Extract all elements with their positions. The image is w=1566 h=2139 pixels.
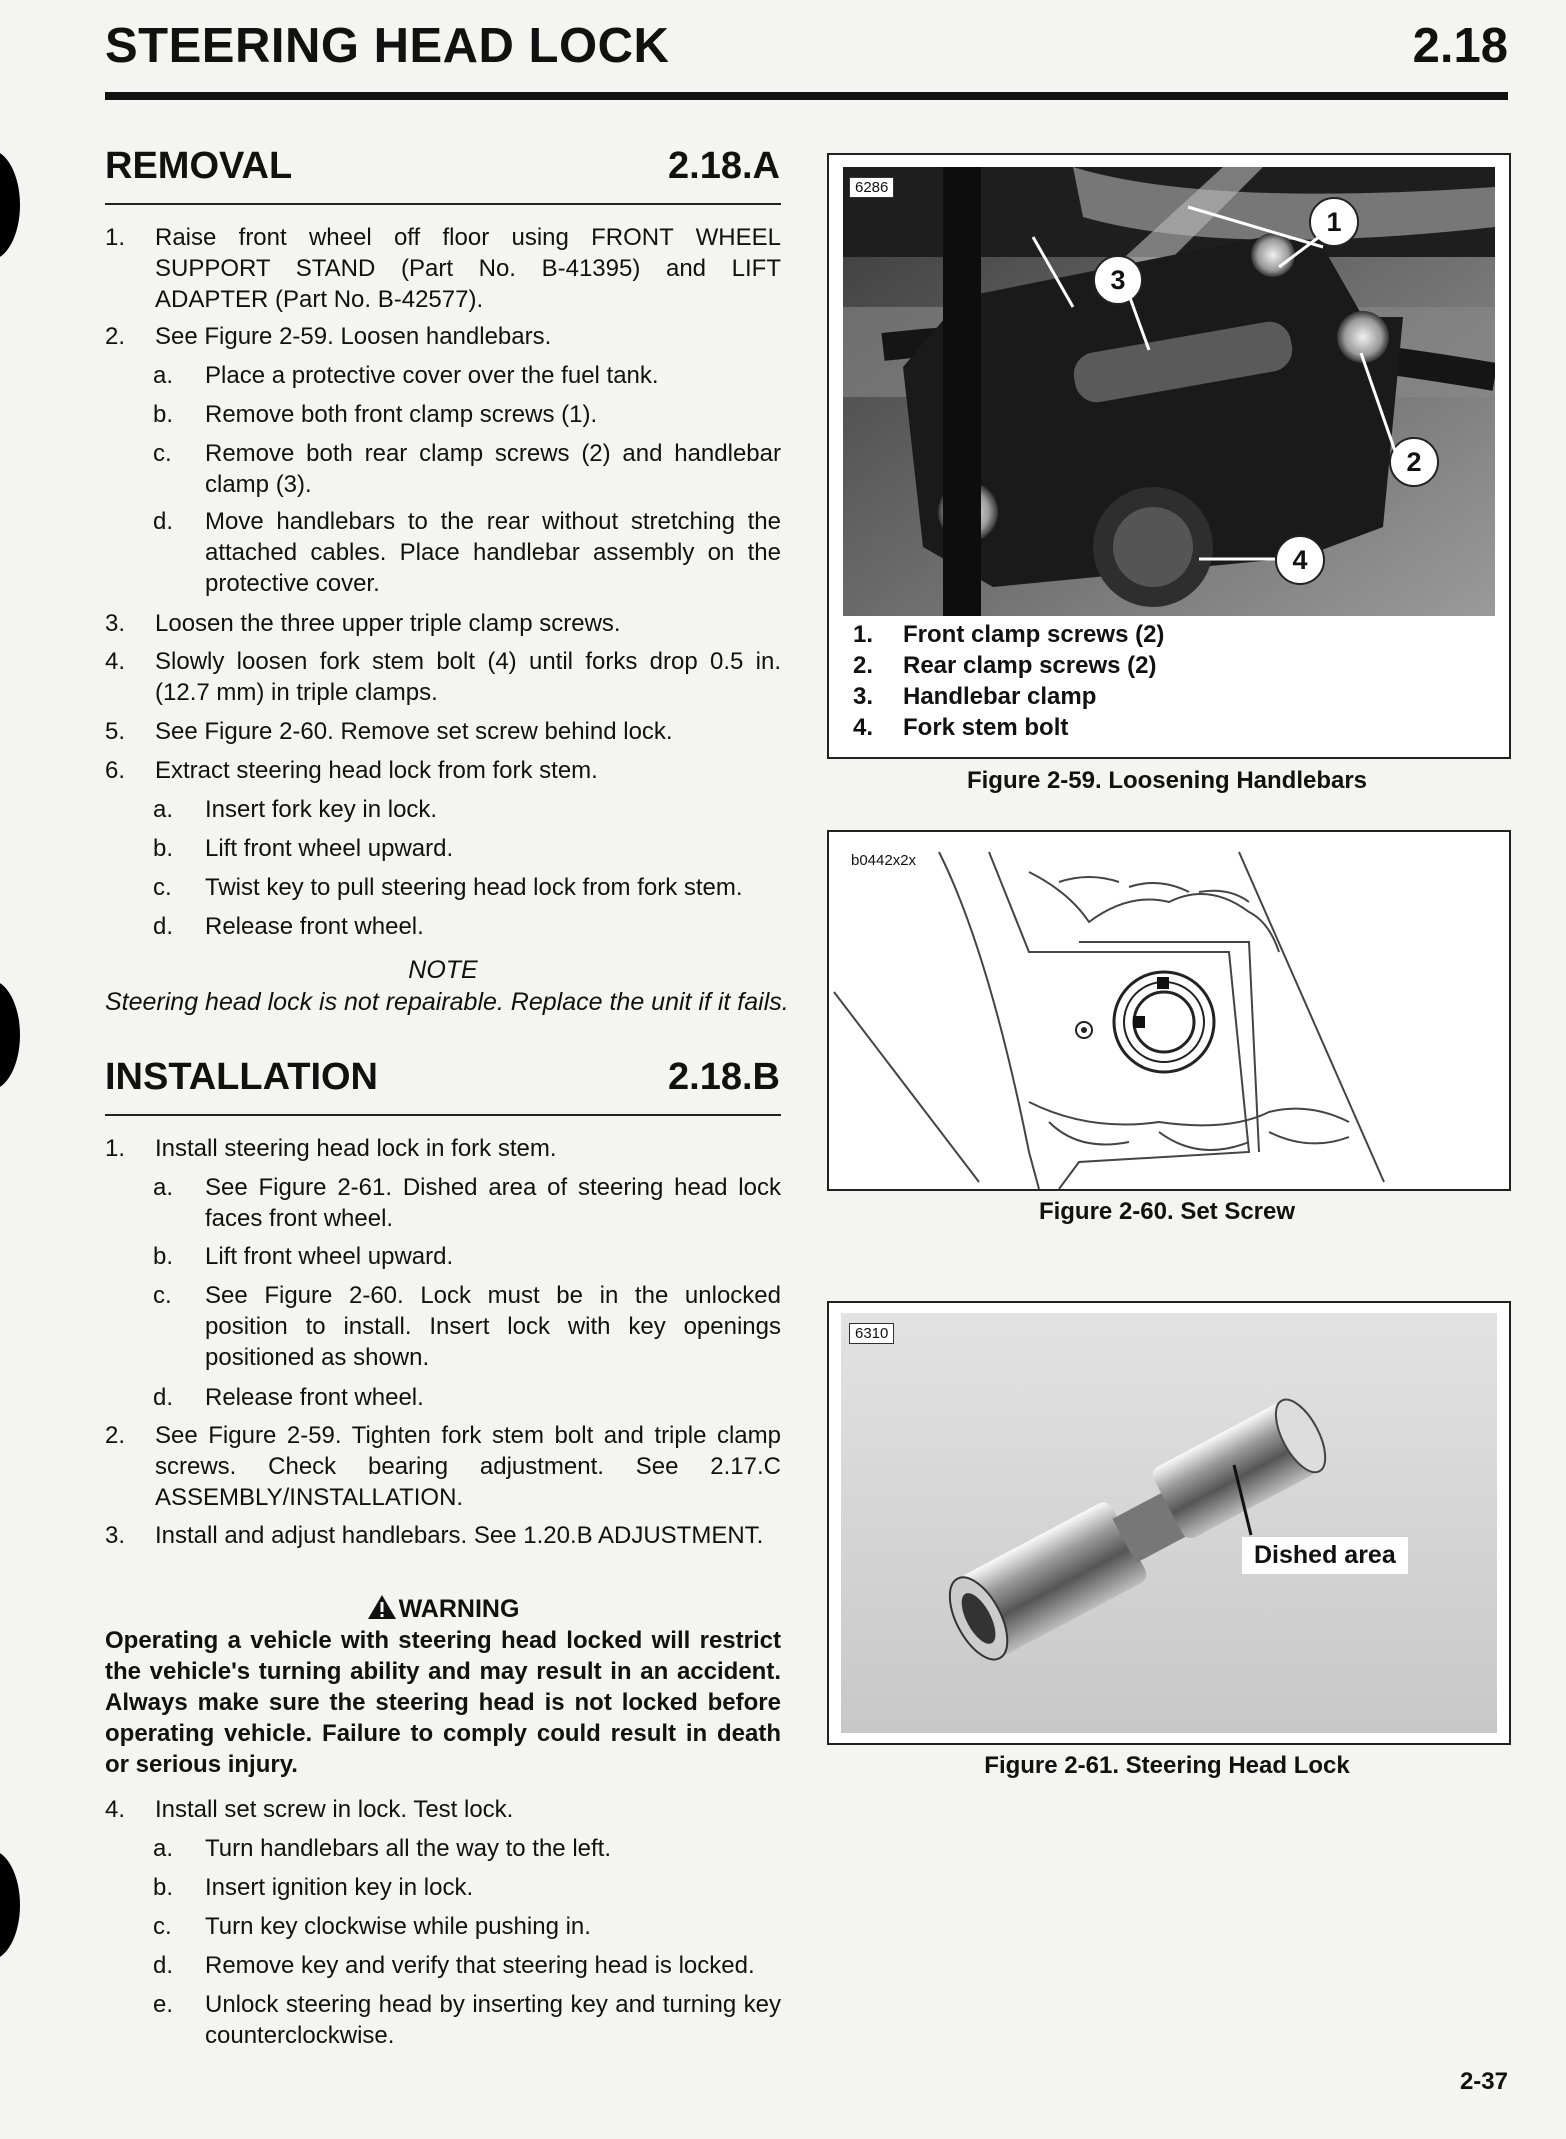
removal-heading: REMOVAL xyxy=(105,145,293,187)
step-text: Raise front wheel off floor using FRONT WHEEL SUPPORT STAND (Part No. B-41395) and LIFT ADAPTER (Part No. B-42577). xyxy=(155,224,781,313)
warning-triangle-icon xyxy=(367,1594,397,1627)
legend-number: 2. xyxy=(853,652,874,679)
step-text: Insert ignition key in lock. xyxy=(205,1874,474,1901)
note-text: Steering head lock is not repairable. Replace the unit if it fails. xyxy=(105,988,789,1016)
callout-4: 4 xyxy=(1275,535,1325,585)
step-number: d. xyxy=(153,1952,174,1979)
sub-step xyxy=(105,833,781,864)
step-text: Remove both front clamp screws (1). xyxy=(205,401,598,428)
step-number: d. xyxy=(153,508,174,535)
step-text: Turn key clockwise while pushing in. xyxy=(205,1913,591,1940)
figure-2-59 xyxy=(827,153,1511,759)
sub-step xyxy=(105,1989,781,2051)
step-number: 3. xyxy=(105,610,126,637)
sub-step xyxy=(105,1280,781,1373)
step-text: Slowly loosen fork stem bolt (4) until forks drop 0.5 in. (12.7 mm) in triple clamps. xyxy=(155,648,781,706)
step-text: Install steering head lock in fork stem. xyxy=(155,1135,557,1162)
legend-text: Handlebar clamp xyxy=(903,683,1097,710)
step-number: a. xyxy=(153,1835,174,1862)
step-number: 1. xyxy=(105,1135,126,1162)
step-number: 3. xyxy=(105,1522,126,1549)
installation-number: 2.18.B xyxy=(668,1056,780,1098)
step-text: Install set screw in lock. Test lock. xyxy=(155,1796,514,1823)
step-number: b. xyxy=(153,1243,174,1270)
step-text: Release front wheel. xyxy=(205,913,424,940)
set-screw-drawing xyxy=(829,832,1509,1189)
step-number: e. xyxy=(153,1991,174,2018)
sub-step xyxy=(105,1172,781,1234)
figure-caption: Figure 2-61. Steering Head Lock xyxy=(984,1752,1350,1779)
legend-text: Front clamp screws (2) xyxy=(903,621,1165,648)
sub-step xyxy=(105,1241,781,1272)
page-title: STEERING HEAD LOCK xyxy=(105,19,670,73)
section-rule xyxy=(105,203,781,205)
step-text: See Figure 2-61. Dished area of steering head lock faces front wheel. xyxy=(205,1174,781,1232)
sub-step xyxy=(105,1833,781,1864)
removal-number: 2.18.A xyxy=(668,145,780,187)
step-number: c. xyxy=(153,874,172,901)
sub-step xyxy=(105,911,781,942)
step-text: Install and adjust handlebars. See 1.20.B ADJUSTMENT. xyxy=(155,1522,764,1549)
binder-hole xyxy=(0,1850,20,1960)
installation-heading: INSTALLATION xyxy=(105,1056,378,1098)
step-number: c. xyxy=(153,440,172,467)
step xyxy=(105,1794,781,1825)
step-number: 2. xyxy=(105,323,126,350)
step-text: Lift front wheel upward. xyxy=(205,1243,454,1270)
legend-number: 3. xyxy=(853,683,874,710)
warning-text: Operating a vehicle with steering head locked will restrict the vehicle's turning ability and may result in an accident. Always make sure the steering head is not locked before operating vehicle. Failure to comply could result in death or serious injury. xyxy=(105,1627,781,1778)
legend-item xyxy=(853,620,1453,650)
step-number: 6. xyxy=(105,757,126,784)
step-text: Remove both rear clamp screws (2) and handlebar clamp (3). xyxy=(205,440,781,498)
sub-step xyxy=(105,506,781,599)
step-text: Insert fork key in lock. xyxy=(205,796,438,823)
sub-step xyxy=(105,360,781,391)
step-text: Release front wheel. xyxy=(205,1384,424,1411)
callout-2: 2 xyxy=(1389,437,1439,487)
figure-id: 6286 xyxy=(849,177,894,198)
binder-hole xyxy=(0,150,20,260)
figure-caption: Figure 2-59. Loosening Handlebars xyxy=(966,767,1368,794)
steering-lock-photo xyxy=(841,1313,1497,1733)
figure-caption: Figure 2-60. Set Screw xyxy=(1038,1198,1296,1225)
legend-number: 4. xyxy=(853,714,874,741)
step xyxy=(105,222,781,315)
page-number: 2-37 xyxy=(1459,2068,1508,2095)
step-text: Unlock steering head by inserting key and turning key counterclockwise. xyxy=(205,1991,781,2049)
section-rule xyxy=(105,1114,781,1116)
sub-step xyxy=(105,794,781,825)
step-number: b. xyxy=(153,1874,174,1901)
step-number: a. xyxy=(153,796,174,823)
handlebar-clamp-photo xyxy=(843,167,1495,616)
sub-step xyxy=(105,1911,781,1942)
step-text: See Figure 2-60. Lock must be in the unlocked position to install. Insert lock with key openings positioned as shown. xyxy=(205,1282,781,1371)
step xyxy=(105,716,781,747)
section-number: 2.18 xyxy=(1412,19,1508,73)
callout-1: 1 xyxy=(1309,197,1359,247)
title-rule xyxy=(105,92,1508,100)
step-number: 4. xyxy=(105,1796,126,1823)
step xyxy=(105,1420,781,1513)
step-text: See Figure 2-59. Loosen handlebars. xyxy=(155,323,552,350)
step-text: Move handlebars to the rear without stretching the attached cables. Place handlebar assembly on the protective cover. xyxy=(205,508,781,597)
step-number: d. xyxy=(153,1384,174,1411)
step-number: 5. xyxy=(105,718,126,745)
sub-step xyxy=(105,1382,781,1413)
legend-text: Fork stem bolt xyxy=(903,714,1069,741)
legend-item xyxy=(853,713,1453,743)
step-number: 2. xyxy=(105,1422,126,1449)
legend-item xyxy=(853,651,1453,681)
callout-3: 3 xyxy=(1093,255,1143,305)
step-number: a. xyxy=(153,362,174,389)
warning-heading: WARNING xyxy=(105,1594,781,1627)
sub-step xyxy=(105,399,781,430)
sub-step xyxy=(105,438,781,500)
step-text: See Figure 2-59. Tighten fork stem bolt and triple clamp screws. Check bearing adjustment. See 2.17.C ASSEMBLY/INSTALLATION. xyxy=(155,1422,781,1511)
step-number: b. xyxy=(153,835,174,862)
binder-hole xyxy=(0,980,20,1090)
step-text: Remove key and verify that steering head is locked. xyxy=(205,1952,755,1979)
step-number: a. xyxy=(153,1174,174,1201)
legend-number: 1. xyxy=(853,621,874,648)
step xyxy=(105,608,781,639)
note-heading: NOTE xyxy=(408,956,478,984)
sub-step xyxy=(105,872,781,903)
step-text: Place a protective cover over the fuel tank. xyxy=(205,362,659,389)
step-text: Loosen the three upper triple clamp screws. xyxy=(155,610,621,637)
figure-id: 6310 xyxy=(849,1323,894,1344)
step-text: Extract steering head lock from fork stem. xyxy=(155,757,598,784)
step-text: Turn handlebars all the way to the left. xyxy=(205,1835,612,1862)
figure-id: b0442x2x xyxy=(851,852,917,869)
step-number: 1. xyxy=(105,224,126,251)
step xyxy=(105,1133,781,1164)
step-text: Lift front wheel upward. xyxy=(205,835,454,862)
legend-text: Rear clamp screws (2) xyxy=(903,652,1157,679)
step xyxy=(105,321,781,352)
step-text: See Figure 2-60. Remove set screw behind lock. xyxy=(155,718,673,745)
figure-2-60 xyxy=(827,830,1511,1191)
dished-area-label: Dished area xyxy=(1242,1537,1408,1574)
sub-step xyxy=(105,1950,781,1981)
step-number: b. xyxy=(153,401,174,428)
step xyxy=(105,1520,781,1582)
figure-2-61 xyxy=(827,1301,1511,1745)
step xyxy=(105,755,781,786)
step-number: d. xyxy=(153,913,174,940)
sub-step xyxy=(105,1872,781,1903)
step-number: c. xyxy=(153,1282,172,1309)
legend-item xyxy=(853,682,1453,712)
step-number: 4. xyxy=(105,648,126,675)
step-text: Twist key to pull steering head lock from fork stem. xyxy=(205,874,743,901)
step xyxy=(105,646,781,708)
step-number: c. xyxy=(153,1913,172,1940)
